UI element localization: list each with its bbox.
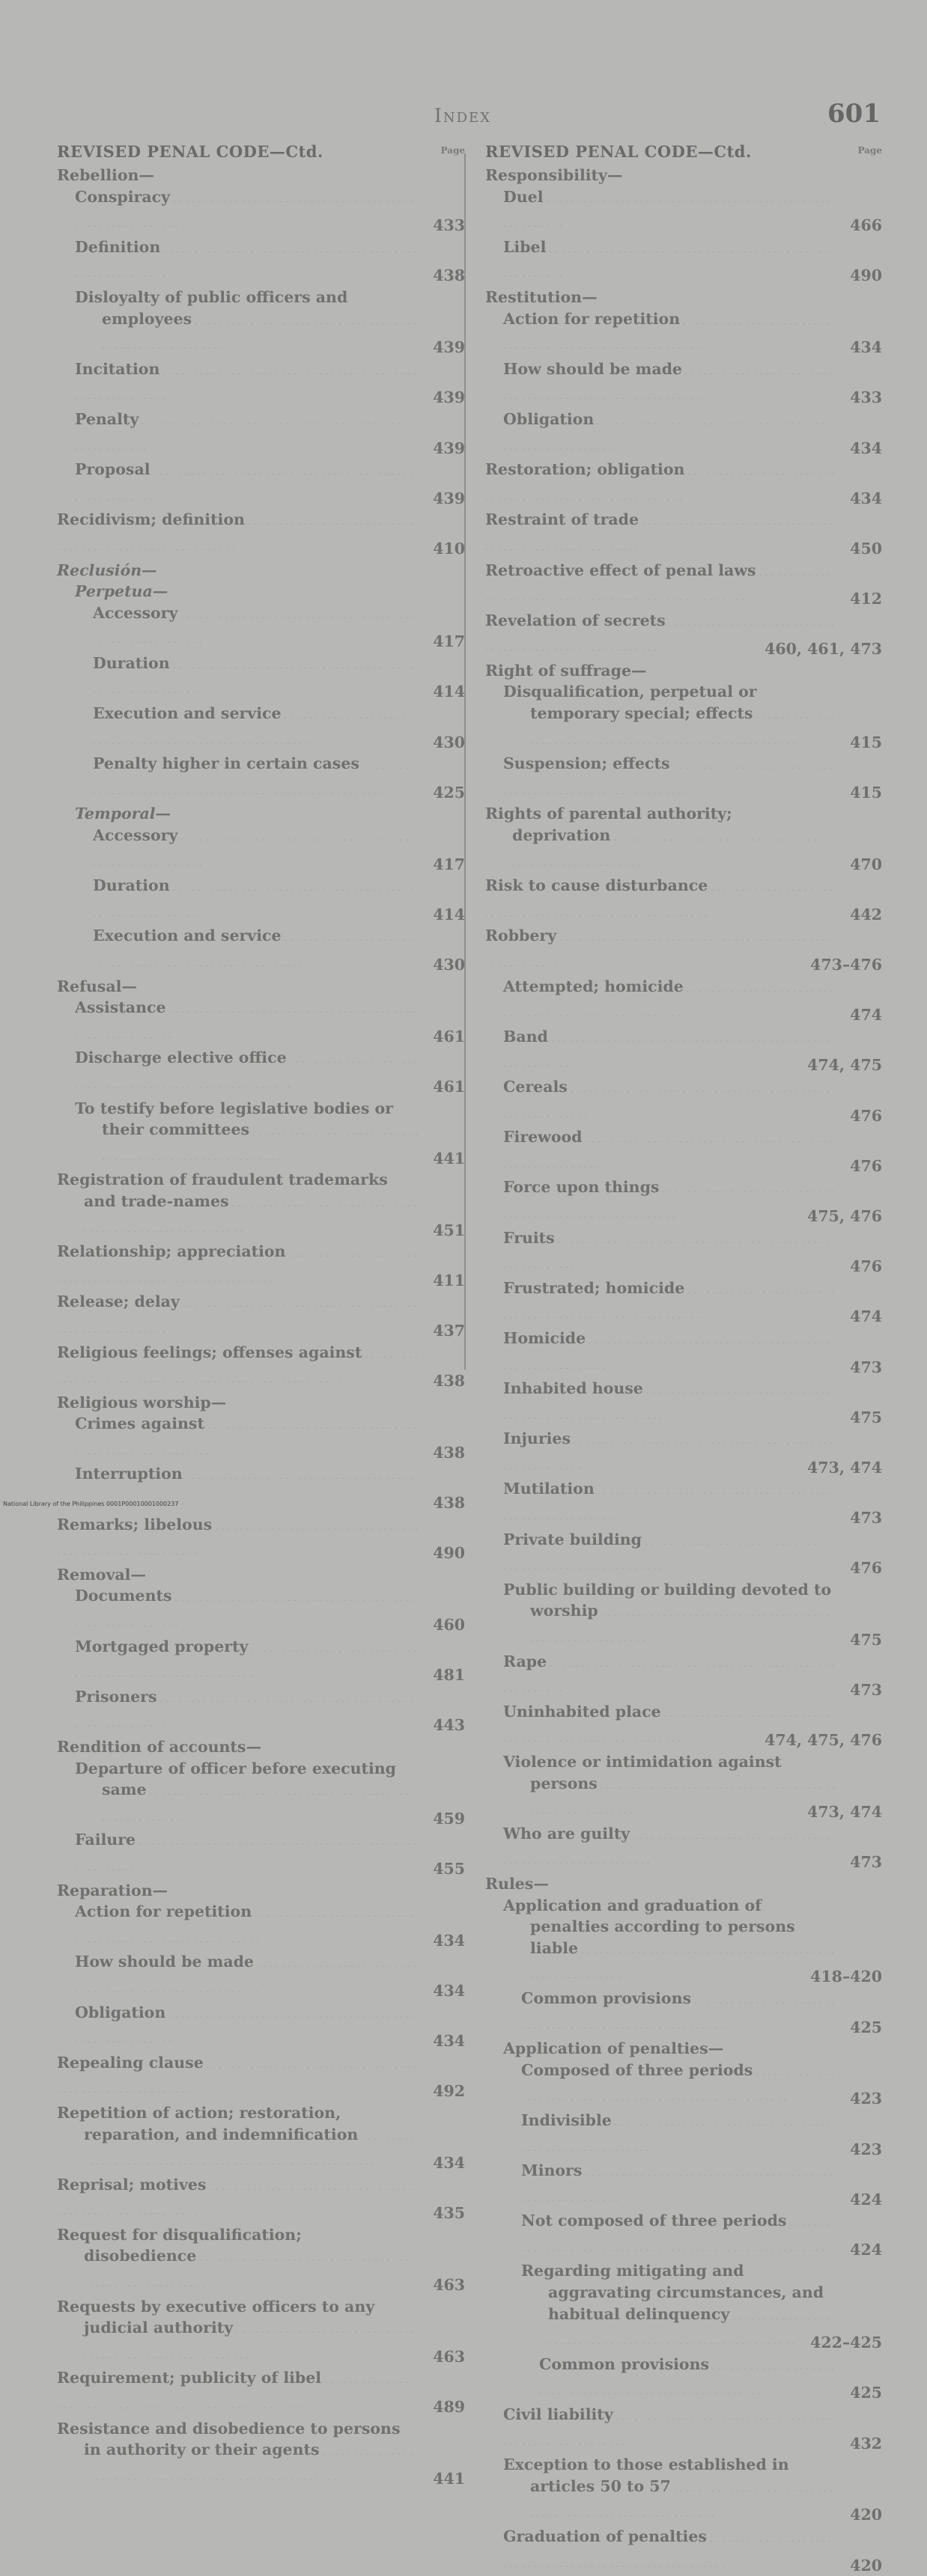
entry-page-ref: 420 [850,2556,882,2575]
index-entry [57,1901,465,1951]
entry-term: Failure . . . [75,1831,417,1874]
entry-page-ref: 474, 475 [807,1056,882,1075]
entry-term: Request for disqualification; disobedience . . . [57,2226,416,2290]
entry-term: Reclusión— [57,561,157,579]
index-entry [485,2454,882,2526]
entry-term: Definition . . . [75,238,417,281]
entry-term: Rights of parental authority; deprivation . . . [485,805,830,869]
index-entry [485,2260,882,2353]
index-entry [485,1126,882,1176]
index-entry [485,1378,882,1428]
entry-term: Common provisions . . . [521,1989,835,2033]
index-entry [57,1291,465,1341]
index-entry [57,165,465,186]
entry-term: Rebellion— [57,166,154,184]
index-entry [485,1751,882,1823]
entry-page-ref: 424 [850,2240,882,2259]
entry-term: Incitation . . . [75,360,416,403]
entry-page-ref: 434 [850,489,882,507]
entry-page-ref: 415 [850,733,882,751]
entry-term: Revelation of secrets . . . [485,611,834,655]
index-entry [485,1988,882,2038]
index-entry [485,1227,882,1278]
entry-term: Band . . . [503,1028,830,1071]
entry-page-ref: 470 [850,855,882,873]
index-entry [485,803,882,875]
entry-page-ref: 433 [433,216,465,235]
index-entry [485,1651,882,1701]
entry-term: Graduation of penalties . . . [503,2527,832,2571]
entry-page-ref: 417 [433,855,465,873]
entry-page-ref: 473 [850,1358,882,1376]
index-entry [485,2060,882,2110]
index-entry [57,186,465,236]
index-entry [57,409,465,459]
entry-page-ref: 476 [850,1559,882,1578]
entry-term: Not composed of three periods . . . [521,2212,830,2255]
entry-term: Duration . . . [93,654,414,698]
entry-term: Cereals . . . [503,1078,830,1121]
index-entry [57,1047,465,1097]
entry-page-ref: 475 [850,1631,882,1649]
index-entry [485,186,882,236]
index-entry [57,2296,465,2368]
entry-page-ref: 434 [433,2032,465,2051]
entry-term: Civil liability . . . [503,2405,832,2449]
entry-page-ref: 439 [433,338,465,357]
entry-term: Execution and service . . . [93,704,413,748]
entry-page-ref: 492 [433,2082,465,2101]
entry-page-ref: 434 [433,2154,465,2173]
entry-page-ref: 473 [850,1853,882,1872]
index-entry [485,2160,882,2210]
entry-term: Discharge elective office . . . [75,1049,418,1092]
entry-term: Accessory . . . [93,604,416,647]
entry-page-ref: 473–476 [810,956,882,974]
entry-term: Temporal— [75,805,171,823]
entry-term: Fruits . . . [503,1229,830,1272]
entry-term: Homicide . . . [503,1329,830,1373]
entry-term: Obligation . . . [75,2003,416,2047]
entry-page-ref: 438 [433,1372,465,1391]
index-entry [57,581,465,602]
index-entry [485,660,882,682]
entry-page-ref: 430 [433,956,465,974]
entry-page-ref: 481 [433,1666,465,1685]
index-entry [485,1823,882,1873]
entry-term: Frustrated; homicide . . . [503,1279,835,1322]
entry-term: Penalty higher in certain cases . . . [93,754,416,798]
index-entry [485,2354,882,2404]
entry-term: Penalty . . . [75,410,414,454]
index-entry [485,1278,882,1328]
entry-page-ref: 476 [850,1156,882,1175]
entry-page-ref: 461 [433,1027,465,1046]
entry-page-ref: 433 [850,388,882,407]
entry-page-ref: 425 [433,783,465,802]
entry-term: Documents . . . [75,1587,416,1630]
index-entry [485,1328,882,1378]
entry-page-ref: 423 [850,2090,882,2108]
entry-term: Minors . . . [521,2161,833,2205]
index-entry [485,610,882,660]
entry-term: How should be made . . . [503,360,833,403]
entry-term: Execution and service . . . [93,927,413,970]
index-entry [57,459,465,509]
index-entry [57,825,465,875]
index-entry [485,1873,882,1895]
entry-page-ref: 451 [433,1221,465,1239]
entry-term: Robbery . . . [485,927,832,970]
entry-page-ref: 460, 461, 473 [765,640,882,659]
index-entry [485,2038,882,2060]
index-entry [57,803,465,825]
entry-page-ref: 473, 474 [807,1803,882,1822]
index-entry [57,925,465,975]
index-entry [57,1564,465,1586]
entry-term: Duel . . . [503,188,831,231]
entry-page-ref: 490 [850,266,882,285]
entry-page-ref: 460 [433,1616,465,1635]
entry-page-ref: 473 [850,1681,882,1700]
entry-page-ref: 437 [433,1321,465,1340]
left-column [57,142,465,2489]
entry-term: Libel . . . [503,238,834,281]
entry-term: Refusal— [57,977,137,995]
entry-page-ref: 412 [850,590,882,608]
entry-term: Religious worship— [57,1393,227,1411]
index-entry [485,925,882,975]
index-entry [57,236,465,287]
index-entry [485,409,882,459]
index-entry [57,976,465,998]
index-entry [485,165,882,186]
index-entry [57,2174,465,2224]
entry-term: Injuries . . . [503,1429,833,1473]
entry-page-ref: 475, 476 [807,1206,882,1225]
entry-term: Duration . . . [93,876,414,920]
index-entry [57,287,465,358]
entry-term: Departure of officer before executing same . . . [75,1759,416,1824]
entry-page-ref: 434 [433,1931,465,1950]
index-entry [57,1392,465,1414]
entry-term: Action for repetition . . . [503,310,830,353]
entry-term: Relationship; appreciation . . . [57,1242,417,1286]
entry-term: Recidivism; definition . . . [57,510,414,554]
index-entry [57,2102,465,2174]
entry-term: Conspiracy . . . [75,188,414,231]
entry-term: Resistance and disobedience to persons in authority or their agents . . . [57,2420,413,2484]
entry-term: Reprisal; motives . . . [57,2176,413,2219]
index-entry [485,287,882,308]
entry-page-ref: 420 [850,2506,882,2524]
index-entry [57,1098,465,1170]
entry-page-ref: 439 [433,439,465,457]
entry-page-ref: 411 [433,1271,465,1289]
entry-term: Prisoners . . . [75,1688,413,1731]
entry-page-ref: 463 [433,2347,465,2366]
index-entry [57,1736,465,1758]
entry-page-ref: 422–425 [810,2334,882,2352]
entry-term: Mortgaged property . . . [75,1638,417,1681]
index-entry [57,1636,465,1686]
entry-page-ref: 438 [433,1494,465,1513]
index-entries [57,165,465,2489]
page-column-label: Page [440,145,465,156]
entry-page-ref: 450 [850,539,882,558]
index-entry [57,602,465,653]
entry-term: Application of penalties— [503,2039,724,2058]
index-entry [485,2526,882,2576]
entry-page-ref: 430 [433,733,465,751]
entry-page-ref: 441 [433,2469,465,2488]
entry-term: Requirement; publicity of libel . . . [57,2369,415,2412]
entry-term: Release; delay . . . [57,1292,417,1336]
entry-page-ref: 459 [433,1809,465,1828]
index-entry [57,509,465,559]
entry-page-ref: 439 [433,388,465,407]
index-entry [485,358,882,409]
entry-page-ref: 474 [850,1307,882,1326]
entry-term: Disloyalty of public officers and employees . . . [75,288,417,352]
column-title: REVISED PENAL CODE—Ctd. [485,142,752,161]
entry-term: Firewood . . . [503,1128,833,1171]
entry-term: Application and graduation of penalties according to persons liable . . . [503,1896,835,1983]
page-number: 601 [827,99,881,129]
entry-page-ref: 438 [433,266,465,285]
entry-term: Registration of fraudulent trademarks and trade-names . . . [57,1171,416,1235]
entry-term: Repealing clause . . . [57,2054,416,2097]
entry-term: Suspension; effects . . . [503,754,833,798]
entry-term: Restraint of trade . . . [485,510,833,554]
entry-page-ref: 434 [850,439,882,457]
index-entry [485,1428,882,1478]
index-entry [57,560,465,582]
index-entry [57,1342,465,1392]
entry-page-ref: 425 [850,2018,882,2036]
index-entry [485,1579,882,1651]
entry-page-ref: 414 [433,683,465,701]
index-entry [57,1241,465,1291]
right-column [485,142,882,2576]
entry-term: Reparation— [57,1881,168,1899]
entry-term: Indivisible . . . [521,2111,830,2155]
entry-term: Retroactive effect of penal laws . . . [485,561,831,605]
entry-term: Composed of three periods . . . [521,2061,834,2105]
entry-page-ref: 417 [433,632,465,651]
index-entry [485,2110,882,2160]
entry-term: Uninhabited place . . . [503,1703,830,1746]
column-title: REVISED PENAL CODE—Ctd. [57,142,323,161]
entry-term: Perpetua— [75,582,168,601]
entry-page-ref: 410 [433,539,465,558]
entry-page-ref: 414 [433,905,465,924]
index-entry [485,1701,882,1751]
index-entry [485,1176,882,1227]
entry-page-ref: 475 [850,1408,882,1426]
index-entry [57,1829,465,1879]
entry-page-ref: 473 [850,1509,882,1527]
index-entry [57,358,465,409]
entry-term: Exception to those established in articles 50 to 57 . . . [503,2456,833,2520]
entry-page-ref: 490 [433,1544,465,1563]
entry-term: Violence or intimidation against persons . . . [503,1753,835,1817]
index-entry [485,753,882,803]
entry-page-ref: 441 [433,1149,465,1168]
entry-term: Private building . . . [503,1530,830,1574]
entry-term: Right of suffrage— [485,661,647,680]
entry-term: Interruption . . . [75,1465,414,1508]
entry-term: How should be made . . . [75,1953,416,1996]
index-entry [57,1514,465,1564]
entry-term: Common provisions . . . [539,2355,834,2399]
index-entry [485,308,882,358]
index-entry [485,459,882,509]
index-entry [485,1529,882,1579]
index-entry [485,509,882,559]
index-entry [57,2224,465,2296]
entry-page-ref: 423 [850,2140,882,2158]
index-entry [485,236,882,287]
entry-term: Assistance . . . [75,998,416,1042]
entry-term: Inhabited house . . . [503,1379,831,1423]
entry-term: Regarding mitigating and aggravating circumstances, and habitual delinquency . . . [521,2262,830,2348]
index-entry [485,1026,882,1076]
entry-term: Obligation . . . [503,410,832,454]
index-entry [57,1413,465,1463]
index-entry [57,1169,465,1241]
entry-page-ref: 473, 474 [807,1458,882,1477]
entry-term: Rendition of accounts— [57,1738,261,1756]
entry-term: Restoration; obligation . . . [485,460,835,504]
entry-page-ref: 474, 475, 476 [765,1731,882,1750]
index-entry [485,1076,882,1126]
index-entry [57,1758,465,1830]
index-entry [57,753,465,803]
page-header [0,99,927,144]
entry-term: Religious feelings; offenses against . . . [57,1343,419,1387]
running-title: Index [434,105,492,126]
entry-term: Accessory . . . [93,826,416,870]
index-entry [57,2367,465,2417]
entry-term: To testify before legislative bodies or their committees . . . [75,1099,419,1164]
entry-page-ref: 443 [433,1716,465,1735]
entry-page-ref: 455 [433,1859,465,1878]
index-entry [57,653,465,703]
entry-page-ref: 434 [433,1981,465,2000]
entry-page-ref: 476 [850,1106,882,1125]
index-entry [57,875,465,925]
index-entry [57,1686,465,1736]
entry-page-ref: 415 [850,783,882,802]
entry-term: Remarks; libelous . . . [57,1516,419,1559]
entry-page-ref: 466 [850,216,882,235]
entry-term: Who are guilty . . . [503,1825,830,1868]
entry-term: Action for repetition . . . [75,1902,414,1946]
index-entry [57,1951,465,2001]
entry-page-ref: 424 [850,2190,882,2209]
index-entry [485,2404,882,2454]
entry-term: Force upon things . . . [503,1178,834,1221]
entry-page-ref: 434 [850,338,882,357]
entry-term: Attempted; homicide . . . [503,977,833,1021]
entry-term: Rape . . . [503,1652,835,1696]
entry-page-ref: 474 [850,1006,882,1025]
entry-page-ref: 442 [850,905,882,924]
entry-term: Responsibility— [485,166,623,184]
scan-credit: National Library of the Philippines 0001P00010001000237 [3,1501,179,1507]
index-entry [485,1478,882,1528]
index-entry [485,1895,882,1988]
entry-term: Requests by executive officers to any judicial authority . . . [57,2298,415,2362]
index-entry [485,560,882,610]
entry-page-ref: 461 [433,1077,465,1096]
entry-page-ref: 463 [433,2276,465,2295]
index-entry [485,681,882,753]
entry-term: Disqualification, perpetual or temporary special; effects . . . [503,683,834,747]
entry-page-ref: 435 [433,2204,465,2223]
index-entry [57,2002,465,2052]
right-column-header [485,142,882,165]
entry-term: Risk to cause disturbance . . . [485,876,833,920]
index-entry [485,875,882,925]
entry-term: Rules— [485,1874,549,1893]
entry-term: Public building or building devoted to worship . . . [503,1581,831,1645]
entry-page-ref: 418–420 [810,1968,882,1986]
entry-term: Restitution— [485,287,598,306]
page-column-label: Page [857,145,882,156]
entry-page-ref: 476 [850,1257,882,1276]
index-entry [57,1880,465,1902]
entry-term: Removal— [57,1565,146,1584]
entry-page-ref: 438 [433,1443,465,1462]
index-entry [485,2210,882,2260]
index-entry [57,2052,465,2102]
entry-term: Crimes against . . . [75,1414,417,1458]
left-column-header [57,142,465,165]
index-entry [485,976,882,1026]
index-entry [57,2418,465,2490]
entry-page-ref: 439 [433,489,465,507]
index-entry [57,997,465,1047]
entry-term: Mutilation . . . [503,1480,832,1523]
entry-term: Proposal . . . [75,460,413,504]
entry-term: Repetition of action; restoration, reparation, and indemnification . . . [57,2104,415,2168]
index-entry [57,1585,465,1635]
index-entries [485,165,882,2576]
entry-page-ref: 489 [433,2398,465,2417]
entry-page-ref: 425 [850,2384,882,2402]
entry-page-ref: 432 [850,2434,882,2453]
index-entry [57,703,465,753]
